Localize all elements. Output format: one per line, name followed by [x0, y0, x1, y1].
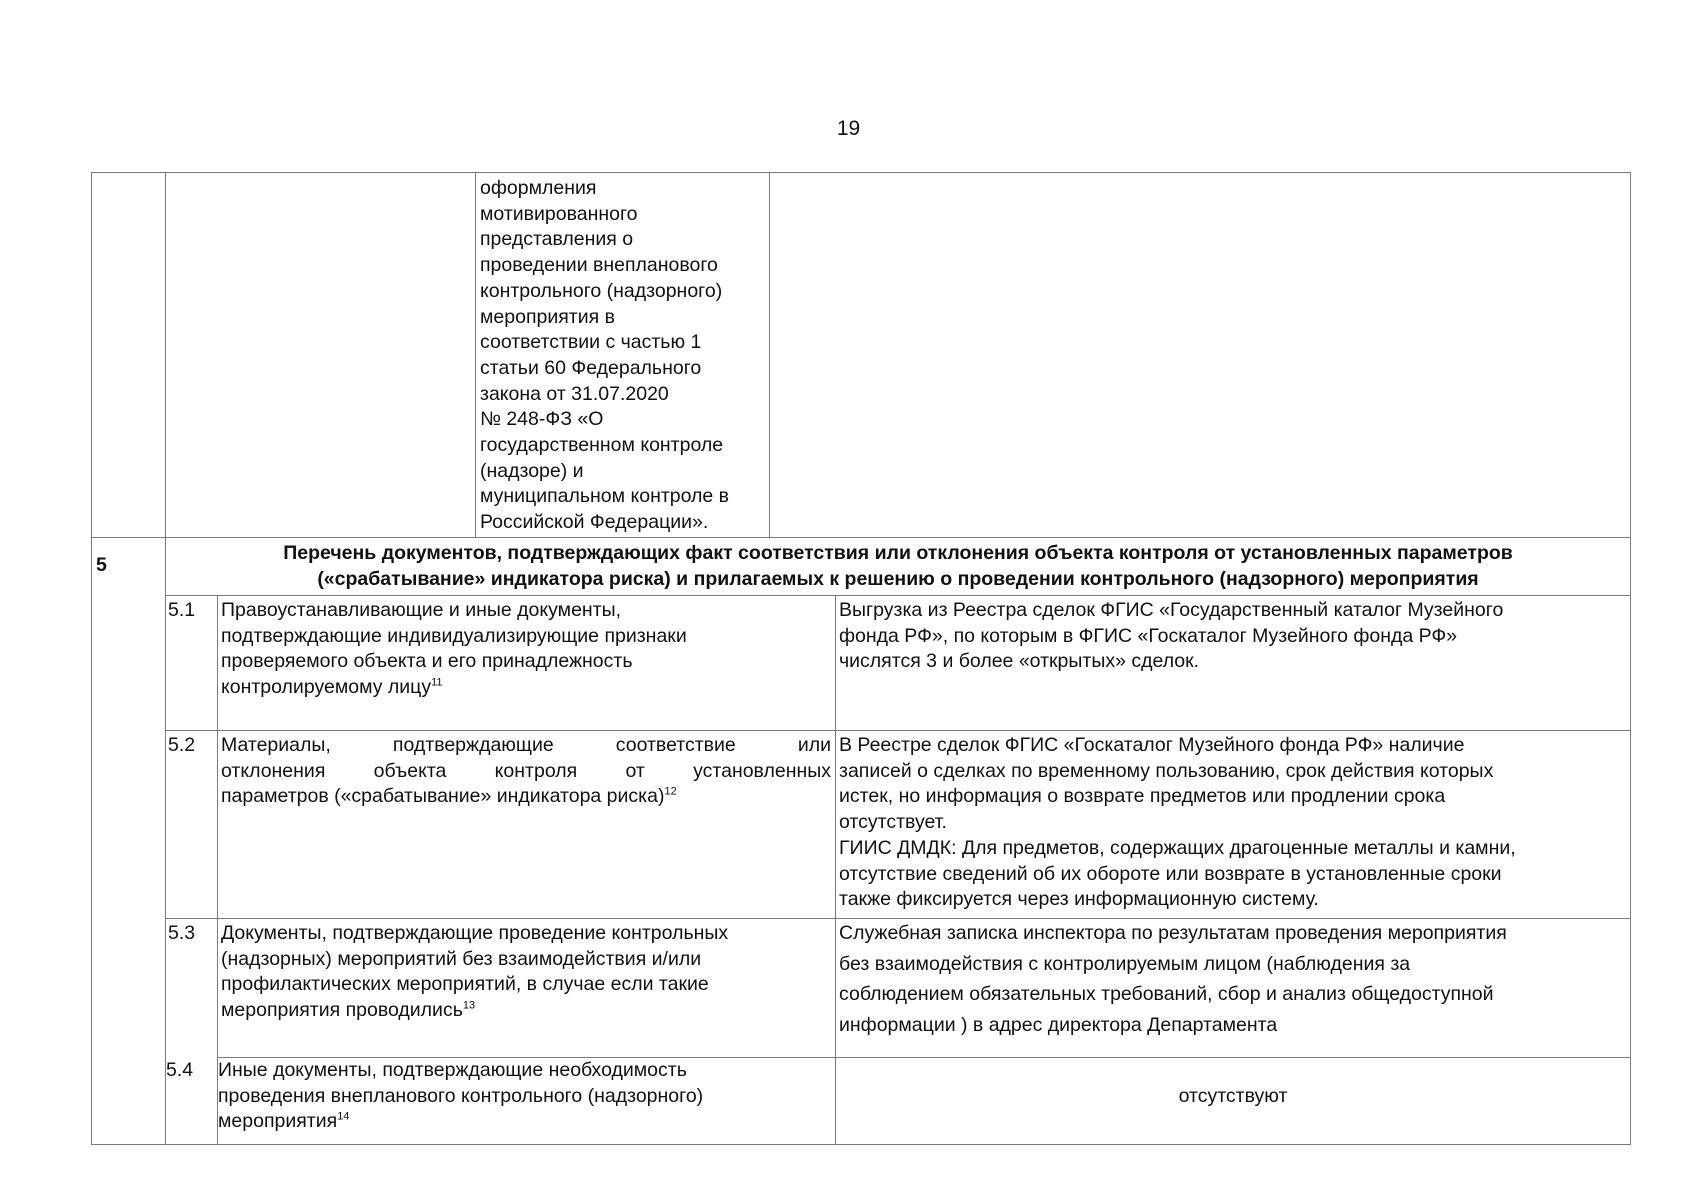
- grid-line: [769, 173, 770, 537]
- footnote-ref: 13: [462, 999, 476, 1012]
- row-number: 5.3: [168, 922, 196, 944]
- row-description: [221, 598, 831, 701]
- row-description-text: параметров («срабатывание» индикатора риска): [221, 785, 665, 808]
- grid-line: [475, 173, 476, 537]
- page-number: 19: [836, 117, 861, 140]
- row-value: Выгрузка из Реестра сделок ФГИС «Государственный каталог Музейного фонда РФ», по которым в ФГИС «Госкаталог Музейного фонда РФ» числятся 3 и более «открытых» сделок.: [839, 599, 1504, 673]
- footnote-ref: 11: [431, 676, 443, 689]
- row-value: Служебная записка инспектора по результатам проведения мероприятия без взаимодействия с контролируемым лицом (наблюдения за соблюдением обязательных требований, сбор и анализ общедоступной информации ) в адрес директора Департамента: [839, 922, 1507, 1036]
- grid-line: [835, 595, 836, 1145]
- row-description-text: Иные документы, подтверждающие необходимость проведения внепланового контрольного (надзорного) мероприятия: [218, 1059, 704, 1133]
- row-description: [221, 733, 831, 810]
- footnote-ref: 14: [337, 1110, 350, 1123]
- grid-line: [165, 730, 1630, 731]
- section-number: 5: [96, 554, 107, 576]
- continuation-text: оформления мотивированного представления о проведении внепланового контрольного (надзорного) мероприятия в соответствии с частью 1 статьи 60 Федерального закона от 31.07.2020 № 248-ФЗ «О государственном контроле (надзоре) и муниципальном контроле в Российской Федерации».: [480, 177, 730, 534]
- grid-line: [92, 537, 1630, 538]
- grid-line: [165, 173, 166, 1145]
- row-description-line: Материалы, подтверждающие соответствие или: [221, 734, 831, 756]
- row-description: [218, 1058, 830, 1135]
- row-number: 5.1: [168, 599, 196, 621]
- row-description: [221, 921, 831, 1024]
- row-description-text: Правоустанавливающие и иные документы, подтверждающие индивидуализирующие признаки проверяемого объекта и его принадлежность контролируемому лицу: [221, 599, 687, 699]
- row-number: 5.2: [168, 734, 196, 756]
- document-table: [91, 172, 1631, 1145]
- row-number: 5.4: [166, 1059, 194, 1081]
- grid-line: [165, 595, 1630, 596]
- row-value: В Реестре сделок ФГИС «Госкаталог Музейного фонда РФ» наличие записей о сделках по временному пользованию, срок действия которых истек, но информация о возврате предметов или продлении срока отсутствует. ГИИС ДМДК: Для предметов, содержащих драгоценные металлы и камни, отсутствие сведений об их обороте или возврате в установленные сроки также фиксируется через информационную систему.: [839, 734, 1516, 911]
- row-description-line: отклонения объекта контроля от установленных: [221, 759, 831, 782]
- section-heading: Перечень документов, подтверждающих факт соответствия или отклонения объекта контроля от установленных параметров («срабатывание» индикатора риска) и прилагаемых к решению о проведении контрольного (надзорного) мероприятия: [283, 542, 1513, 590]
- row-description-line-last: [221, 784, 831, 810]
- footnote-ref: 12: [664, 785, 677, 798]
- row-description-text: Документы, подтверждающие проведение контрольных (надзорных) мероприятий без взаимодействия и/или профилактических мероприятий, в случае если такие мероприятия проводились: [221, 922, 729, 1022]
- row-value: отсутствуют: [1178, 1085, 1288, 1107]
